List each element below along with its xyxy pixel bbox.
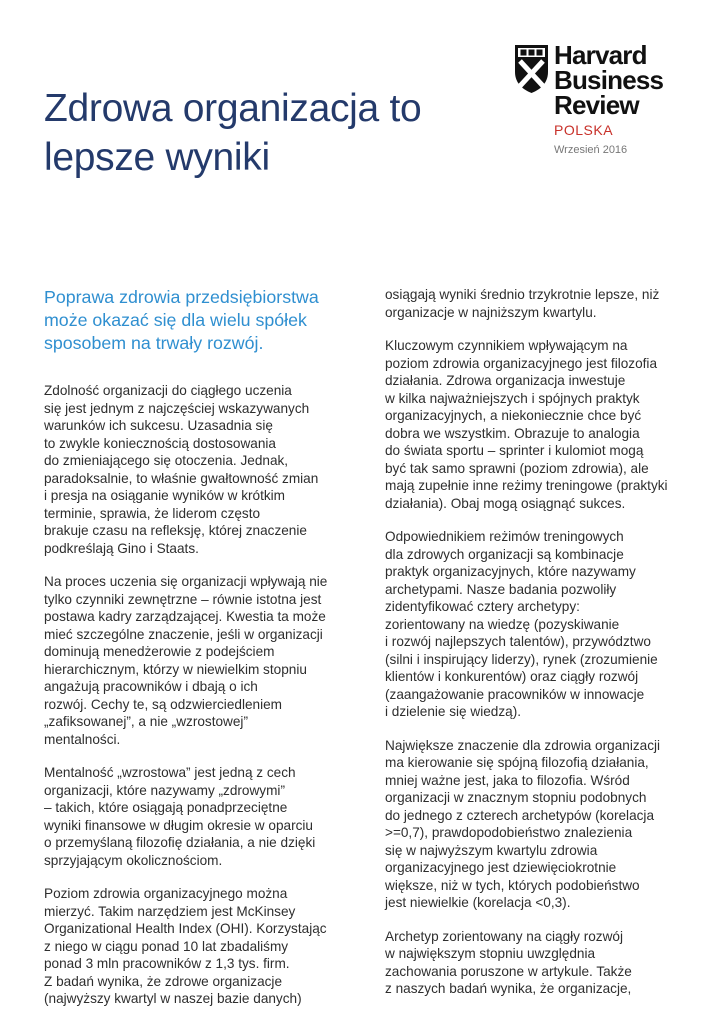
article-title: Zdrowa organizacja to lepsze wyniki xyxy=(44,87,422,179)
logo-line-harvard: Harvard xyxy=(554,40,647,70)
body-paragraph: Odpowiednikiem reżimów treningowych dla zdrowych organizacji są kombinacje praktyk organizacyjnych, które nazywamy archetypami. Nasze badania pozwoliły zidentyfikować cztery archetypy: zorientowany na wiedzę (pozyskiwanie i rozwój najlepszych talentów), przywództwo (silni i inspirujący liderzy), rynek (zrozumienie klientów i konkurentów) oraz ciągły rozwój (zaangażowanie pracowników w innowacje i dzielenie się wiedzą). xyxy=(385,529,658,719)
body-paragraph: Mentalność „wzrostowa” jest jedną z cech organizacji, które nazywamy „zdrowymi” – takich, które osiągają ponadprzeciętne wyniki finansowe w długim okresie w oparciu o przemyślaną filozofię działania, a nie dzięki sprzyjającym okolicznościom. xyxy=(44,765,316,868)
logo-line-review: Review xyxy=(554,90,639,120)
lead-paragraph: Poprawa zdrowia przedsiębiorstwa może okazać się dla wielu spółek sposobem na trwały rozwój. xyxy=(44,287,319,353)
body-paragraph: Kluczowym czynnikiem wpływającym na poziom zdrowia organizacyjnego jest filozofia działania. Zdrowa organizacja inwestuje w kilka najważniejszych i spójnych praktyk organizacyjnych, a niekoniecznie chce być dobra we wszystkim. Obrazuje to analogia do świata sportu – sprinter i kulomiot mogą być tak samo sprawni (poziom zdrowia), ale mają zupełnie inne reżimy treningowe (praktyki działania). Obaj mogą osiągnąć sukces. xyxy=(385,338,668,511)
body-paragraph: Największe znaczenie dla zdrowia organizacji ma kierowanie się spójną filozofią działania, mniej ważne jest, jaka to filozofia. Wśród organizacji w znacznym stopniu podobnych do jednego z czterech archetypów (korelacja >=0,7), prawdopodobieństwo znalezienia się w najwyższym kwartylu zdrowia organizacyjnego jest dziewięciokrotnie większe, niż w tych, których podobieństwo jest niewielkie (korelacja <0,3). xyxy=(385,737,661,910)
body-paragraph: osiągają wyniki średnio trzykrotnie lepsze, niż organizacje w najniższym kwartylu. xyxy=(385,287,660,320)
body-paragraph: Archetyp zorientowany na ciągły rozwój w największym stopniu uwzględnia zachowania poruszone w artykule. Także z naszych badań wynika, że organizacje, xyxy=(385,928,632,996)
body-paragraph: Na proces uczenia się organizacji wpływają nie tylko czynniki zewnętrzne – równie istotna jest postawa kadry zarządzającej. Kwestia ta może mieć szczególne znaczenie, jeśli w organizacji dominują menedżerowie z podejściem hierarchicznym, którzy w niewielkim stopniu angażują pracowników i dbają o ich rozwój. Cechy te, są odzwierciedleniem „zafiksowanej”, a nie „wzrostowej” mentalności. xyxy=(44,574,328,747)
hbr-wordmark xyxy=(554,40,664,120)
body-paragraph: Zdolność organizacji do ciągłego uczenia się jest jednym z najczęściej wskazywanych warunków ich sukcesu. Uzasadnia się to zwykle koniecznością dostosowania do zmieniającego się otoczenia. Jednak, paradoksalnie, to właśnie gwałtowność zmian i presja na osiąganie wyników w krótkim terminie, sprawia, że liderom często brakuje czasu na refleksję, której znaczenie podkreślają Gino i Staats. xyxy=(44,383,319,556)
body-paragraph: Poziom zdrowia organizacyjnego można mierzyć. Takim narzędziem jest McKinsey Organizational Health Index (OHI). Korzystając z niego w ciągu ponad 10 lat zbadaliśmy ponad 3 mln pracowników z 1,3 tys. firm. Z badań wynika, że zdrowe organizacje (najwyższy kwartyl w naszej bazie danych) xyxy=(44,886,327,1006)
edition-label: POLSKA xyxy=(554,122,614,138)
issue-date: Wrzesień 2016 xyxy=(554,144,628,156)
left-column xyxy=(44,286,346,1024)
hbr-shield-icon xyxy=(514,44,549,94)
right-column xyxy=(385,286,685,1014)
logo-line-business: Business xyxy=(554,65,664,95)
